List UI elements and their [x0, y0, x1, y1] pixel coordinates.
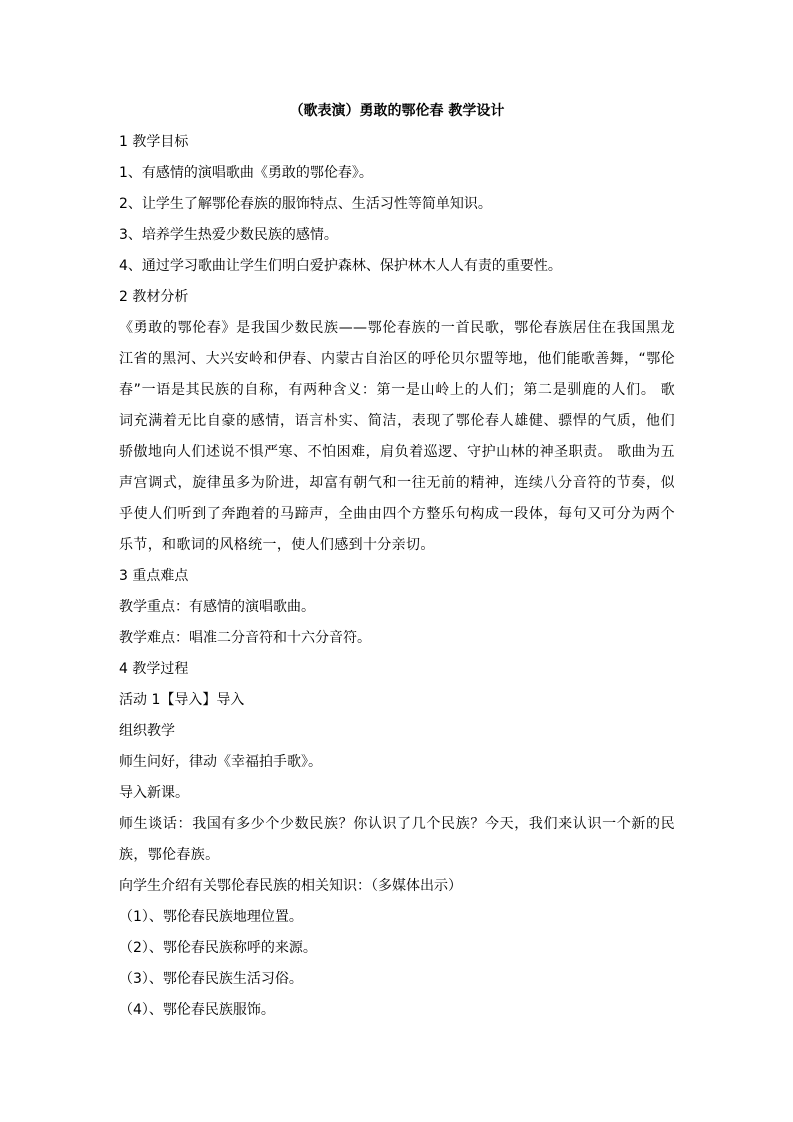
knowledge-list-item: （2）、鄂伦春民族称呼的来源。: [119, 940, 317, 956]
document-title: （歌表演）勇敢的鄂伦春 教学设计: [289, 103, 505, 119]
knowledge-intro: 向学生介绍有关鄂伦春民族的相关知识：（多媒体出示）: [119, 878, 462, 894]
section-heading-objectives: 1 教学目标: [119, 134, 189, 150]
material-analysis-paragraph: 《勇敢的鄂伦春》是我国少数民族——鄂伦春族的一首民歌，鄂伦春族居住在我国黑龙江省的黑河、大兴安岭和伊春、内蒙古自治区的呼伦贝尔盟等地，他们能歌善舞，“鄂伦春”一语是其民族的自称，有两种含义：第一是山岭上的人们；第二是驯鹿的人们。 歌词充满着无比自豪的感情，语言朴实、简洁，表现了鄂伦春人雄健、骠悍的气质，他们骄傲地向人们述说不惧严寒、不怕困难，肩负着巡逻、守护山林的神圣职责。 歌曲为五声宫调式，旋律虽多为阶进，却富有朝气和一往无前的精神，连续八分音符的节奏，似乎使人们听到了奔跑着的马蹄声，全曲由四个方整乐句构成一段体，每句又可分为两个乐节，和歌词的风格统一，使人们感到十分亲切。: [119, 320, 675, 553]
objective-item: 2、让学生了解鄂伦春族的服饰特点、生活习性等简单知识。: [119, 196, 492, 212]
objective-item: 1、有感情的演唱歌曲《勇敢的鄂伦春》。: [119, 165, 373, 181]
activity-heading: 活动 1【导入】导入: [119, 692, 245, 708]
section-heading-key-points: 3 重点难点: [119, 568, 189, 584]
document-body: [119, 96, 675, 1026]
knowledge-list-item: （4）、鄂伦春民族服饰。: [119, 1002, 275, 1018]
section-heading-material-analysis: 2 教材分析: [119, 289, 189, 305]
objective-item: 4、通过学习歌曲让学生们明白爱护森林、保护林木人人有责的重要性。: [119, 258, 562, 274]
process-line: 师生问好，律动《幸福拍手歌》。: [119, 754, 322, 770]
section-heading-teaching-process: 4 教学过程: [119, 661, 189, 677]
process-line: 导入新课。: [119, 785, 189, 801]
objective-item: 3、培养学生热爱少数民族的感情。: [119, 227, 338, 243]
knowledge-list-item: （3）、鄂伦春民族生活习俗。: [119, 971, 303, 987]
knowledge-list-item: （1）、鄂伦春民族地理位置。: [119, 909, 303, 925]
dialogue-paragraph: 师生谈话：我国有多少个少数民族？你认识了几个民族？今天，我们来认识一个新的民族，鄂伦春族。: [119, 816, 675, 863]
key-point-item: 教学重点：有感情的演唱歌曲。: [119, 599, 315, 615]
difficult-point-item: 教学难点：唱准二分音符和十六分音符。: [119, 630, 371, 646]
process-line: 组织教学: [119, 723, 175, 739]
